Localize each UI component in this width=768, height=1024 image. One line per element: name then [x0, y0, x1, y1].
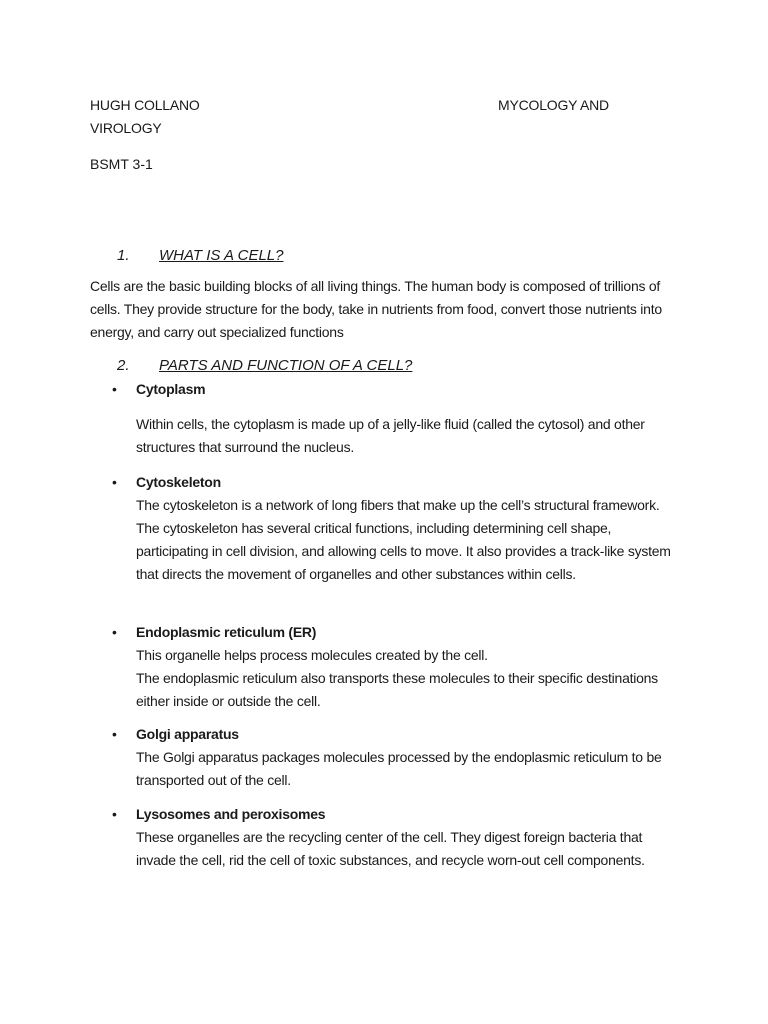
list-item-endoplasmic-reticulum	[112, 621, 682, 713]
item-term: Endoplasmic reticulum (ER)	[136, 624, 317, 640]
item-description: Within cells, the cytoplasm is made up of a jelly-like fluid (called the cytosol) and other structures that surround the nucleus.	[136, 416, 645, 455]
bullet-icon: •	[112, 474, 117, 490]
question-1-number: 1.	[117, 247, 130, 264]
list-item-lysosomes-peroxisomes	[112, 803, 682, 872]
question-1-answer: Cells are the basic building blocks of all living things. The human body is composed of trillions of cells. They provide structure for the body, take in nutrients from food, convert those nutrients into energy, and carry out specialized functions	[90, 278, 662, 340]
bullet-icon: •	[112, 381, 117, 397]
course-title: MYCOLOGY AND	[498, 97, 609, 113]
item-description: The cytoskeleton is a network of long fibers that make up the cell’s structural framework. The cytoskeleton has several critical functions, including determining cell shape, participating in cell division, and allowing cells to move. It also provides a track-like system that directs the movement of organelles and other substances within cells.	[136, 497, 671, 582]
list-item-cytoplasm	[112, 378, 682, 459]
item-term: Golgi apparatus	[136, 726, 239, 742]
list-item-golgi-apparatus	[112, 723, 682, 792]
question-2-number: 2.	[117, 357, 130, 374]
bullet-icon: •	[112, 726, 117, 742]
item-term: Lysosomes and peroxisomes	[136, 806, 326, 822]
question-2-heading	[117, 355, 412, 377]
bullet-icon: •	[112, 624, 117, 640]
item-description: The Golgi apparatus packages molecules processed by the endoplasmic reticulum to be transported out of the cell.	[136, 749, 662, 788]
course-title-continued: VIROLOGY	[90, 120, 162, 136]
item-description-line-1: This organelle helps process molecules created by the cell.	[136, 647, 488, 663]
item-description-line-2: The endoplasmic reticulum also transports these molecules to their specific destinations either inside or outside the cell.	[136, 670, 658, 709]
item-description: These organelles are the recycling center of the cell. They digest foreign bacteria that invade the cell, rid the cell of toxic substances, and recycle worn-out cell components.	[136, 829, 645, 868]
item-term: Cytoskeleton	[136, 474, 221, 490]
question-1-title: WHAT IS A CELL?	[159, 247, 284, 264]
item-term: Cytoplasm	[136, 381, 206, 397]
section-code: BSMT 3-1	[90, 156, 153, 172]
student-name: HUGH COLLANO	[90, 97, 200, 113]
question-1-heading	[117, 245, 283, 267]
document-header	[90, 94, 650, 136]
question-2-title: PARTS AND FUNCTION OF A CELL?	[159, 357, 413, 374]
list-item-cytoskeleton	[112, 471, 682, 586]
bullet-icon: •	[112, 806, 117, 822]
